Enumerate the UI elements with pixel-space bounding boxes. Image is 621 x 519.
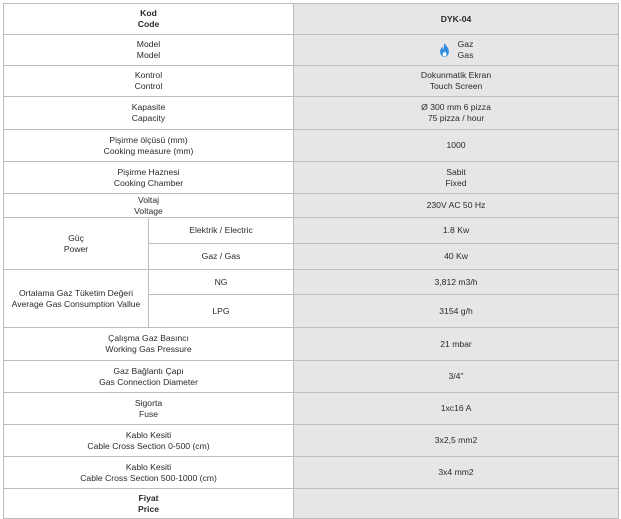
power-sub-label: Gaz / Gas bbox=[149, 244, 294, 270]
row-fuse bbox=[4, 393, 619, 425]
chamber-label: Pişirme Haznesi Cooking Chamber bbox=[4, 162, 294, 194]
row-voltage bbox=[4, 194, 619, 218]
gas-diameter-value: 3/4" bbox=[294, 361, 619, 393]
power-sub-value: 40 Kw bbox=[294, 244, 619, 270]
gas-consumption-sub-value: 3,812 m3/h bbox=[294, 270, 619, 295]
row-capacity bbox=[4, 97, 619, 130]
code-label: Kod Code bbox=[4, 4, 294, 35]
cooking-measure-label: Pişirme ölçüsü (mm) Cooking measure (mm) bbox=[4, 130, 294, 162]
model-value: Gaz Gas bbox=[294, 35, 619, 66]
capacity-value: Ø 300 mm 6 pizza 75 pizza / hour bbox=[294, 97, 619, 130]
gas-consumption-label: Ortalama Gaz Tüketim Değeri Average Gas Consumption Vallue bbox=[4, 270, 149, 328]
power-sub-label: Elektrik / Electric bbox=[149, 218, 294, 244]
row-gas-consumption-ng bbox=[4, 270, 619, 295]
gas-consumption-sub-value: 3154 g/h bbox=[294, 295, 619, 328]
price-value bbox=[294, 489, 619, 519]
row-control bbox=[4, 66, 619, 97]
control-value: Dokunmatik Ekran Touch Screen bbox=[294, 66, 619, 97]
cooking-measure-value: 1000 bbox=[294, 130, 619, 162]
cable-500-1000-label: Kablo Kesiti Cable Cross Section 500-1000 (cm) bbox=[4, 457, 294, 489]
fuse-label: Sigorta Fuse bbox=[4, 393, 294, 425]
gas-pressure-label: Çalışma Gaz Basıncı Working Gas Pressure bbox=[4, 328, 294, 361]
power-sub-value: 1.8 Kw bbox=[294, 218, 619, 244]
gas-pressure-value: 21 mbar bbox=[294, 328, 619, 361]
flame-icon bbox=[439, 42, 450, 58]
cable-0-500-value: 3x2,5 mm2 bbox=[294, 425, 619, 457]
row-power-electric bbox=[4, 218, 619, 244]
code-value: DYK-04 bbox=[294, 4, 619, 35]
power-label: Güç Power bbox=[4, 218, 149, 270]
price-label: Fiyat Price bbox=[4, 489, 294, 519]
gas-consumption-sub-label: NG bbox=[149, 270, 294, 295]
control-label: Kontrol Control bbox=[4, 66, 294, 97]
row-model bbox=[4, 35, 619, 66]
row-cable-500-1000 bbox=[4, 457, 619, 489]
row-code bbox=[4, 4, 619, 35]
row-price bbox=[4, 489, 619, 519]
row-cooking-measure bbox=[4, 130, 619, 162]
voltage-value: 230V AC 50 Hz bbox=[294, 194, 619, 218]
fuse-value: 1xc16 A bbox=[294, 393, 619, 425]
cable-0-500-label: Kablo Kesiti Cable Cross Section 0-500 (cm) bbox=[4, 425, 294, 457]
gas-diameter-label: Gaz Bağlantı Çapı Gas Connection Diameter bbox=[4, 361, 294, 393]
row-chamber bbox=[4, 162, 619, 194]
row-cable-0-500 bbox=[4, 425, 619, 457]
cable-500-1000-value: 3x4 mm2 bbox=[294, 457, 619, 489]
row-gas-diameter bbox=[4, 361, 619, 393]
row-gas-pressure bbox=[4, 328, 619, 361]
chamber-value: Sabit Fixed bbox=[294, 162, 619, 194]
voltage-label: Voltaj Voltage bbox=[4, 194, 294, 218]
gas-consumption-sub-label: LPG bbox=[149, 295, 294, 328]
capacity-label: Kapasite Capacity bbox=[4, 97, 294, 130]
spec-table bbox=[3, 3, 619, 519]
model-label: Model Model bbox=[4, 35, 294, 66]
